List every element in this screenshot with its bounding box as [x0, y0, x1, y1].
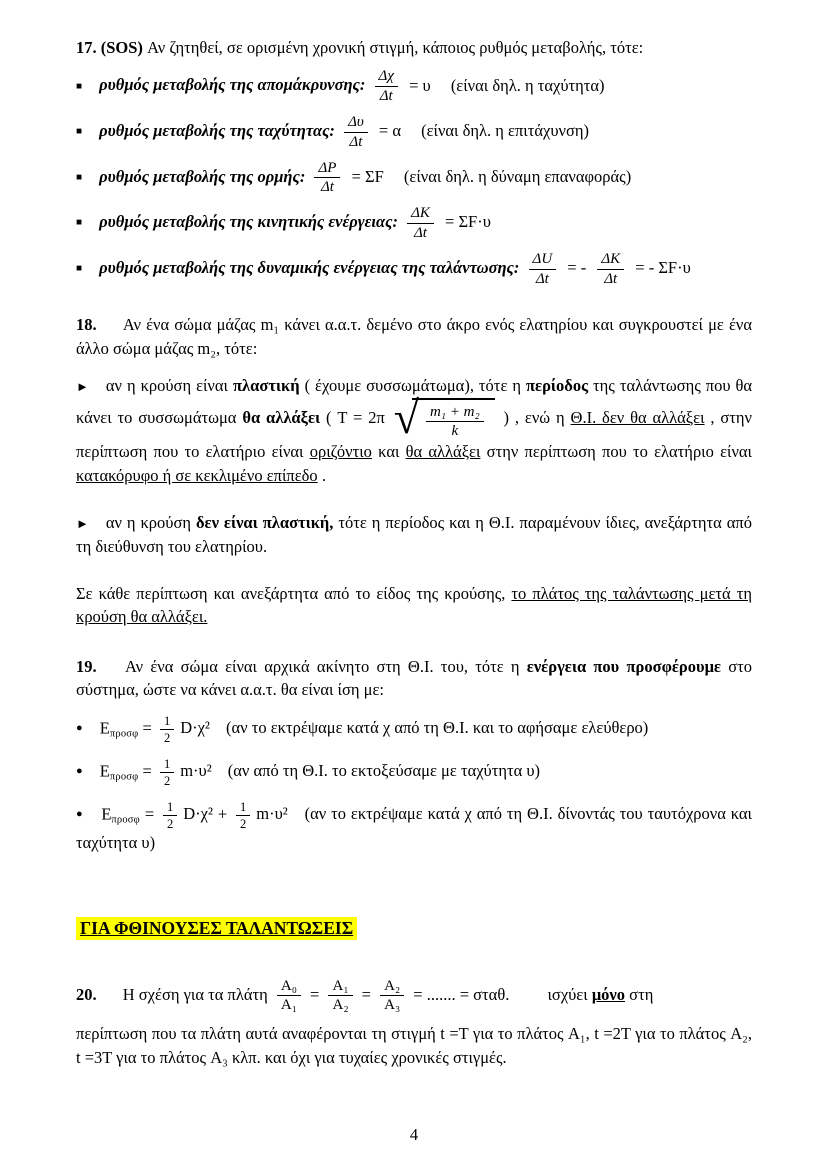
text-run: Σε κάθε περίπτωση και ανεξάρτητα από το είδος της κρούσης,: [76, 583, 512, 603]
fraction-numerator: A₁: [328, 978, 352, 997]
formula-expression: D·χ²: [180, 717, 210, 737]
damped-oscillations-heading: ΓΙΑ ΦΘΙΝΟΥΣΕΣ ΤΑΛΑΝΤΩΣΕΙΣ: [76, 917, 357, 940]
text-run: = ....... = σταθ.: [413, 984, 510, 1004]
formula-expression: m·υ²: [180, 760, 212, 780]
equals-text: = ΣF·υ: [445, 212, 491, 232]
formula-expression: D·χ²: [183, 803, 213, 823]
text-run-underlined: οριζόντιο: [309, 442, 372, 462]
item18-number: 18.: [76, 315, 97, 335]
radicand: [412, 398, 495, 441]
fraction: [277, 978, 301, 1015]
text-run: ( έχουμε συσσωμάτωμα), τότε η: [304, 376, 526, 396]
energy-bullet-both: [76, 800, 752, 855]
equals-text: = ΣF: [351, 166, 384, 186]
fraction-numerator: 1: [160, 714, 174, 730]
fraction: [597, 251, 624, 288]
equals-text: = -: [567, 257, 587, 277]
fraction: [328, 978, 352, 1015]
fraction-denominator: 2: [240, 816, 247, 831]
fraction: [380, 978, 404, 1015]
text-run: Η σχέση για τα πλάτη: [122, 984, 268, 1004]
item19-number: 19.: [76, 656, 97, 676]
square-bullet-icon: ■: [76, 126, 83, 138]
dot-bullet-icon: ●: [76, 807, 84, 820]
text-run: αν η κρούση είναι: [105, 376, 233, 396]
fraction-numerator: 1: [163, 800, 177, 816]
section-item-17: [76, 36, 752, 287]
page-number: 4: [409, 1125, 419, 1144]
arrow-bullet-icon: ►: [76, 379, 89, 395]
text-run-underlined: Θ.Ι. δεν θα αλλάξει: [570, 407, 705, 427]
bullet-label: ρυθμός μεταβολής της κινητικής ενέργειας:: [99, 212, 398, 232]
energy-bullet-velocity: [76, 757, 752, 788]
item19-intro: [76, 655, 752, 702]
energy-subscript: προσφ: [109, 770, 139, 782]
text-run: στη: [629, 984, 654, 1004]
rate-bullet-potential-energy: [76, 251, 752, 288]
fraction-denominator: A₁: [280, 997, 297, 1014]
note-text: (είναι δηλ. η επιτάχυνση): [421, 121, 589, 141]
square-bullet-icon: ■: [76, 80, 83, 92]
fraction: [426, 404, 484, 441]
fraction-numerator: A₀: [277, 978, 301, 997]
fraction: [375, 68, 398, 105]
text-run-bold: περίοδος: [525, 376, 589, 396]
item17-number: 17. (SOS): [76, 38, 143, 57]
arrow-bullet-icon: ►: [76, 516, 89, 532]
square-bullet-icon: ■: [76, 171, 83, 183]
fraction-denominator: 2: [163, 773, 171, 788]
fraction: [529, 251, 557, 288]
fraction-numerator: ΔΚ: [597, 251, 624, 270]
note-text: (είναι δηλ. η ταχύτητα): [450, 75, 605, 95]
item18-intro: [76, 313, 752, 360]
text-run: , στην περίπτωση που το ελατήριο είναι: [76, 407, 753, 462]
fraction-numerator: Δυ: [344, 114, 368, 133]
item18-intro-text: Αν ένα σώμα μάζας m₁ κάνει α.α.τ. δεμένο στο άκρο ενός ελατηρίου και συγκρουστεί με ένα άλλο σώμα μάζας m₂, τότε:: [76, 315, 752, 358]
text-run: ισχύει: [547, 984, 588, 1004]
fraction-denominator: k: [451, 423, 459, 440]
fraction: [407, 205, 434, 242]
fraction-denominator: Δt: [379, 88, 393, 105]
fraction-denominator: Δt: [320, 179, 334, 196]
fraction: [236, 800, 250, 831]
text-run-bold-underlined: μόνο: [591, 984, 626, 1004]
bullet-label: ρυθμός μεταβολής της ορμής:: [99, 166, 306, 186]
fraction: [344, 114, 368, 151]
fraction-numerator: ΔP: [314, 160, 340, 179]
text-run: τότε η περίοδος και η Θ.Ι. παραμένουν ίδιες, ανεξάρτητα από τη διεύθυνση του ελατηρίου.: [76, 513, 753, 556]
text-run-bold: θα αλλάξει: [242, 407, 321, 427]
damped-oscillations-heading-wrap: [76, 917, 752, 940]
fraction-denominator: Δt: [413, 225, 427, 241]
text-run: Αν ένα σώμα είναι αρχικά ακίνητο στη Θ.Ι. του, τότε η: [124, 656, 527, 676]
text-run-bold: δεν είναι πλαστική,: [195, 513, 334, 533]
bullet-label: ρυθμός μεταβολής της απομάκρυνσης:: [99, 75, 366, 95]
item18-plastic-paragraph: [76, 374, 752, 487]
text-run: αν η κρούση: [105, 513, 196, 533]
fraction-numerator: 1: [236, 800, 250, 816]
energy-symbol: E: [99, 717, 110, 737]
equals-text: = υ: [409, 75, 431, 95]
plus-text: +: [217, 803, 228, 823]
rate-bullet-displacement: [76, 68, 752, 105]
note-text: (αν το εκτρέψαμε κατά χ από τη Θ.Ι. και το αφήσαμε ελεύθερο): [226, 717, 649, 737]
fraction-numerator: m₁ + m₂: [426, 404, 484, 423]
text-run: ( T = 2π: [326, 407, 385, 427]
fraction-numerator: Δχ: [375, 68, 398, 87]
fraction-denominator: 2: [167, 816, 174, 831]
bullet-label: ρυθμός μεταβολής της δυναμικής ενέργειας της ταλάντωσης:: [99, 257, 520, 277]
square-bullet-icon: ■: [76, 262, 83, 274]
energy-subscript: προσφ: [111, 813, 140, 825]
item20-number: 20.: [76, 984, 97, 1004]
text-run-underlined: θα αλλάξει: [405, 442, 481, 462]
item18-nonplastic-paragraph: [76, 511, 752, 558]
equals-text: =: [361, 984, 371, 1004]
fraction-numerator: 1: [160, 757, 174, 773]
equals-text: =: [310, 984, 320, 1004]
radical-icon: √: [393, 391, 419, 443]
rate-bullet-momentum: [76, 160, 752, 197]
equals-text: =: [144, 803, 155, 823]
square-bullet-icon: ■: [76, 217, 83, 229]
text-run-bold: πλαστική: [232, 376, 300, 396]
energy-symbol: E: [99, 760, 110, 780]
fraction-denominator: Δt: [535, 270, 549, 287]
fraction-denominator: A₂: [332, 997, 349, 1014]
fraction-numerator: A₂: [380, 978, 404, 997]
fraction-numerator: ΔΚ: [407, 205, 434, 224]
item18-amplitude-paragraph: [76, 582, 752, 629]
fraction-numerator: ΔU: [529, 251, 557, 270]
note-text: (είναι δηλ. η δύναμη επαναφοράς): [403, 166, 632, 186]
fraction: [314, 160, 340, 197]
formula-expression: m·υ²: [256, 803, 288, 823]
fraction-denominator: Δt: [349, 133, 363, 150]
energy-bullet-displacement: [76, 714, 752, 745]
rate-bullet-velocity: [76, 114, 752, 151]
text-run: στο σύστημα, ώστε να κάνει α.α.τ. θα είναι ίση με:: [76, 656, 752, 700]
fraction-denominator: Δt: [604, 270, 618, 287]
energy-symbol: E: [101, 803, 112, 823]
text-run-underlined: το πλάτος της ταλάντωσης μετά τη κρούση θα αλλάξει.: [76, 583, 752, 627]
item20-formula-line: [76, 978, 752, 1015]
item17-heading: [76, 36, 752, 59]
fraction: [163, 800, 177, 831]
text-run-underlined: κατακόρυφο ή σε κεκλιμένο επίπεδο: [76, 465, 318, 485]
text-run: ) , ενώ η: [503, 407, 571, 427]
text-run: στην περίπτωση που το ελατήριο είναι: [486, 442, 753, 462]
text-run: της ταλάντωσης που θα κάνει το συσσωμάτωμα: [76, 376, 753, 427]
energy-subscript: προσφ: [109, 727, 139, 739]
fraction: [160, 757, 174, 788]
fraction-denominator: 2: [163, 730, 171, 745]
fraction-denominator: A₃: [384, 997, 401, 1014]
fraction: [160, 714, 174, 745]
text-run: και: [378, 442, 406, 462]
dot-bullet-icon: ●: [76, 764, 83, 777]
equals-text: =: [142, 760, 152, 780]
bullet-label: ρυθμός μεταβολής της ταχύτητας:: [99, 121, 335, 141]
equals-text: =: [142, 717, 152, 737]
section-item-20: [76, 978, 752, 1069]
note-text: (αν το εκτρέψαμε κατά χ από τη Θ.Ι. δίνοντάς του ταυτόχρονα και ταχύτητα υ): [76, 803, 752, 852]
section-item-18: [76, 313, 752, 628]
equals-text: = - ΣF·υ: [635, 257, 691, 277]
section-item-19: [76, 655, 752, 855]
item17-heading-text: Αν ζητηθεί, σε ορισμένη χρονική στιγμή, κάποιος ρυθμός μεταβολής, τότε:: [147, 38, 644, 57]
equals-text: = α: [378, 121, 401, 141]
item20-continuation: [76, 1022, 752, 1069]
rate-bullet-kinetic-energy: [76, 205, 752, 242]
text-run-bold: ενέργεια που προσφέρουμε: [526, 656, 721, 676]
text-run: περίπτωση που τα πλάτη αυτά αναφέρονται τη στιγμή t =T για το πλάτος A₁, t =2T για το πλάτος A₂, t =3T για το πλάτος A₃ κλπ. και όχι για τυχαίες χρονικές στιγμές.: [76, 1024, 752, 1067]
square-root: [393, 391, 495, 443]
text-run: .: [321, 465, 326, 485]
note-text: (αν από τη Θ.Ι. το εκτοξεύσαμε με ταχύτητα υ): [227, 760, 541, 780]
dot-bullet-icon: ●: [76, 721, 83, 734]
